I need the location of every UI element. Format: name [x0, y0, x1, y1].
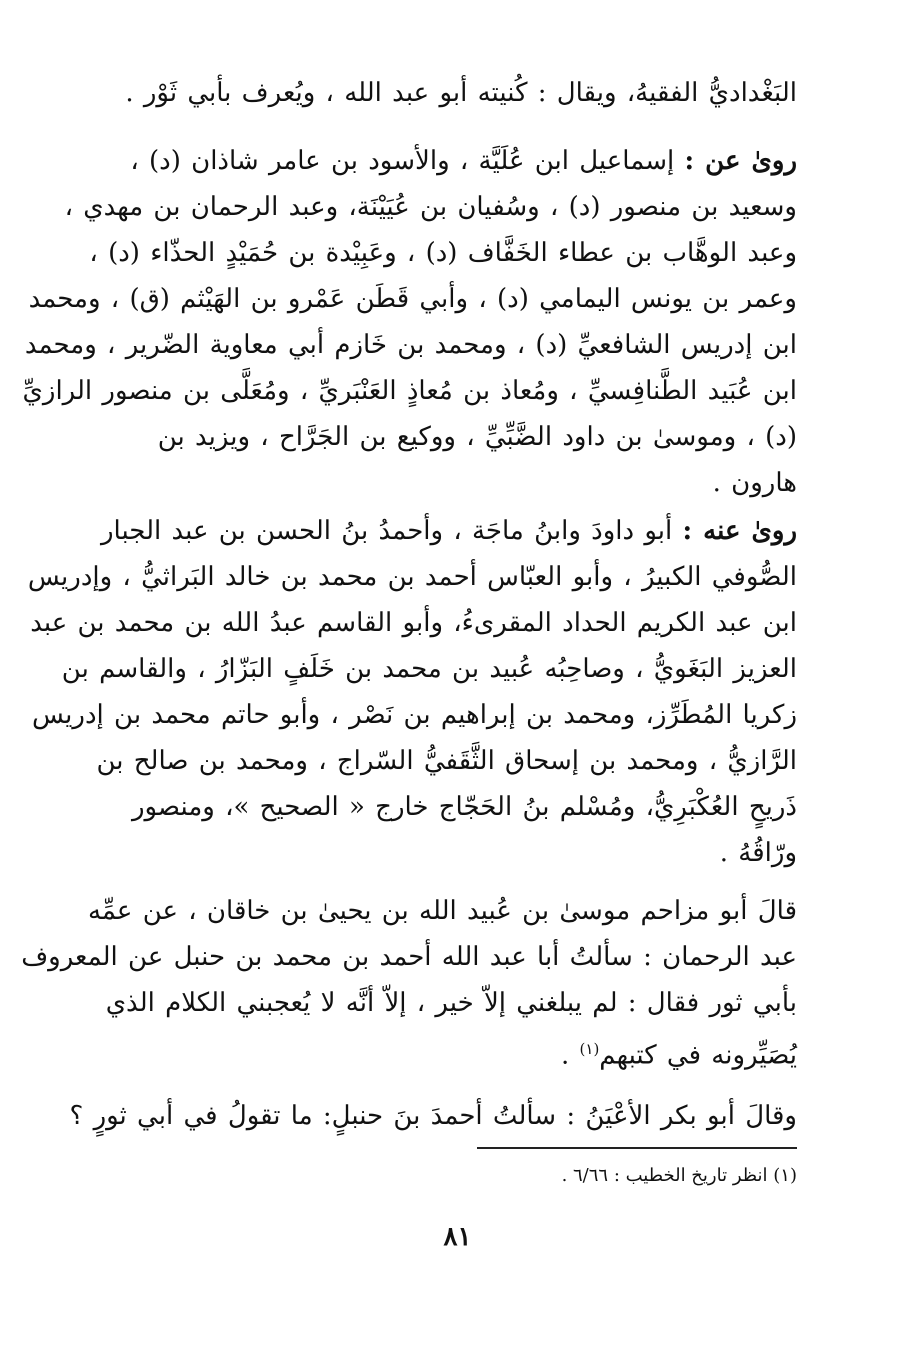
- text-line: ابن عُبَيد الطَّنافِسيِّ ، ومُعاذ بن مُعاذٍ العَنْبَريِّ ، ومُعَلَّى بن منصور الرازيِّ: [22, 376, 797, 406]
- text-line-fragment: يُصَيِّرونه في كتبهم: [599, 1040, 797, 1071]
- text-line: وقالَ أبو بكر الأعْيَنُ : سألتُ أحمدَ بنَ حنبلٍ: ما تقولُ في أبي ثورٍ ؟: [69, 1101, 797, 1131]
- text-line: العزيز البَغَويُّ ، وصاحِبُه عُبيد بن محمد بن خَلَفٍ البَزّارُ ، والقاسم بن: [61, 654, 797, 684]
- text-line: قالَ أبو مزاحم موسىٰ بن عُبيد الله بن يحيىٰ بن خاقان ، عن عمِّه: [87, 896, 797, 926]
- paragraph-intro: [125, 70, 797, 116]
- text-line: ورّاقُهُ .: [719, 838, 797, 868]
- footnote-marker[interactable]: (١): [579, 1040, 600, 1058]
- section-heading-narrated-from: روىٰ عن :: [684, 146, 797, 176]
- paragraph-abu-muzahim-quote: [21, 888, 797, 1079]
- text-line: زكريا المُطَرِّز، ومحمد بن إبراهيم بن نَصْر ، وأبو حاتم محمد بن إدريس: [32, 700, 797, 730]
- text-line: بأبي ثور فقال : لم يبلغني إلاّ خير ، إلاّ أنَّه لا يُعجبني الكلام الذي: [105, 988, 797, 1018]
- section-heading-narrated-by: روىٰ عنه :: [682, 516, 797, 546]
- text-line-fragment: .: [560, 1040, 580, 1071]
- text-line: ابن عبد الكريم الحداد المقرىءُ، وأبو القاسم عبدُ الله بن محمد بن عبد: [30, 608, 797, 638]
- text-line: الرَّازيُّ ، ومحمد بن إسحاق الثَّقَفيُّ السّراج ، ومحمد بن صالح بن: [96, 746, 797, 776]
- footnote: (١) انظر تاريخ الخطيب : ٦/٦٦ .: [561, 1165, 797, 1186]
- footnote-divider: [477, 1147, 797, 1149]
- text-line: البَغْداديُّ الفقيهُ، ويقال : كُنيته أبو عبد الله ، ويُعرف بأبي ثَوْر .: [125, 78, 797, 108]
- page-number: ٨١: [443, 1222, 472, 1252]
- text-line: [100, 508, 797, 554]
- text-line: عبد الرحمان : سألتُ أبا عبد الله أحمد بن محمد بن حنبل عن المعروف: [21, 942, 797, 972]
- text-line: [140, 1026, 797, 1079]
- text-line-fragment: أبو داودَ وابنُ ماجَة ، وأحمدُ بنُ الحسن بن عبد الجبار: [100, 516, 673, 546]
- text-line: وعبد الوهَّاب بن عطاء الخَفَّاف (د) ، وعَبِيْدة بن حُمَيْدٍ الحذّاء (د) ،: [89, 238, 797, 268]
- text-line: الصُّوفي الكبيرُ ، وأبو العبّاس أحمد بن محمد بن خالد البَراثيُّ ، وإدريس: [27, 562, 797, 592]
- text-line: [130, 138, 797, 184]
- paragraph-abu-bakr-quote: [69, 1093, 797, 1139]
- text-line: ابن إدريس الشافعيِّ (د) ، ومحمد بن خَازم أبي معاوية الضّرير ، ومحمد: [24, 330, 797, 360]
- text-line: ذَريحٍ العُكْبَرِيُّ، ومُسْلم بنُ الحَجّاج خارج « الصحيح »، ومنصور: [131, 792, 797, 822]
- text-line: هارون .: [712, 468, 797, 498]
- text-line: (د) ، وموسىٰ بن داود الضَّبِّيِّ ، ووكيع بن الجَرَّاح ، ويزيد بن: [157, 422, 797, 452]
- text-line-fragment: إسماعيل ابن عُلَيَّة ، والأسود بن عامر شاذان (د) ،: [130, 146, 675, 176]
- text-line: وسعيد بن منصور (د) ، وسُفيان بن عُيَيْنَة، وعبد الرحمان بن مهدي ،: [64, 192, 797, 222]
- paragraph-narrated-by: [27, 508, 797, 876]
- text-line: وعمر بن يونس اليمامي (د) ، وأبي قَطَن عَمْرو بن الهَيْثم (ق) ، ومحمد: [28, 284, 797, 314]
- paragraph-narrated-from: [22, 138, 797, 506]
